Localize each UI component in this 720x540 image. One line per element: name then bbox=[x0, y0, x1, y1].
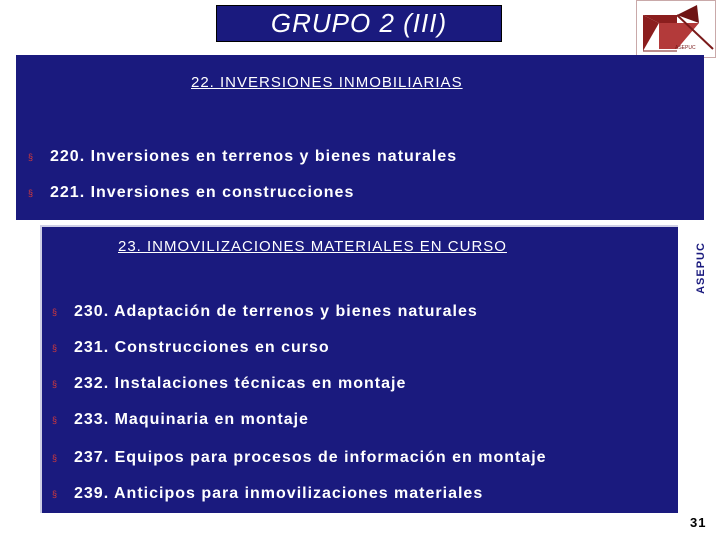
asepuc-logo bbox=[636, 0, 716, 58]
list-item-text: 237. Equipos para procesos de información en montaje bbox=[74, 449, 547, 466]
logo-label: ASEPUC bbox=[675, 45, 696, 51]
list-item-text: 232. Instalaciones técnicas en montaje bbox=[74, 375, 407, 392]
list-item bbox=[52, 303, 478, 321]
bullet-icon: § bbox=[52, 343, 58, 353]
list-item-text: 231. Construcciones en curso bbox=[74, 339, 330, 356]
list-item bbox=[52, 485, 483, 503]
bullet-icon: § bbox=[52, 307, 58, 317]
bullet-icon: § bbox=[52, 379, 58, 389]
slide-title: GRUPO 2 (III) bbox=[270, 8, 448, 38]
bullet-icon: § bbox=[28, 152, 34, 162]
list-item-text: 221. Inversiones en construcciones bbox=[50, 184, 355, 201]
list-item-text: 233. Maquinaria en montaje bbox=[74, 411, 309, 428]
list-item bbox=[52, 449, 547, 467]
bullet-icon: § bbox=[52, 415, 58, 425]
section1-heading: 22. INVERSIONES INMOBILIARIAS bbox=[191, 74, 463, 91]
page-number: 31 bbox=[690, 515, 707, 530]
list-item-text: 230. Adaptación de terrenos y bienes naturales bbox=[74, 303, 478, 320]
slide-title-box bbox=[216, 5, 502, 42]
section2-heading: 23. INMOVILIZACIONES MATERIALES EN CURSO bbox=[118, 238, 507, 255]
side-label bbox=[688, 232, 714, 304]
bullet-icon: § bbox=[52, 489, 58, 499]
inversiones-inmobiliarias-panel bbox=[16, 55, 704, 220]
side-label-text: ASEPUC bbox=[695, 242, 707, 294]
inmovilizaciones-en-curso-panel bbox=[40, 225, 678, 513]
list-item bbox=[28, 148, 457, 166]
list-item bbox=[52, 411, 309, 429]
list-item bbox=[52, 339, 330, 357]
list-item bbox=[28, 184, 354, 202]
bullet-icon: § bbox=[52, 453, 58, 463]
list-item-text: 239. Anticipos para inmovilizaciones materiales bbox=[74, 485, 484, 502]
list-item-text: 220. Inversiones en terrenos y bienes naturales bbox=[50, 148, 458, 165]
list-item bbox=[52, 375, 406, 393]
bullet-icon: § bbox=[28, 188, 34, 198]
